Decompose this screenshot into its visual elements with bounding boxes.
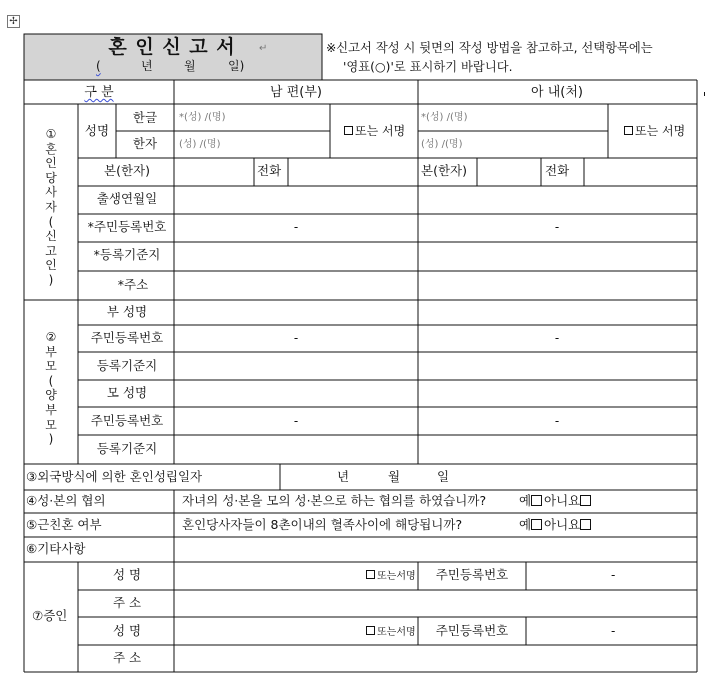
father-name-label: 부 성명 bbox=[106, 304, 148, 319]
husband-sign-option[interactable]: 또는 서명 bbox=[344, 125, 405, 137]
husband-hanja-name-field[interactable]: (성) /(명) bbox=[179, 139, 221, 150]
wife-sign-option[interactable]: 또는 서명 bbox=[624, 125, 685, 137]
foreign-marriage-year[interactable]: 년 bbox=[337, 469, 350, 484]
section4-label: ④성·본의 협의 bbox=[26, 493, 106, 508]
wife-reg-base-field[interactable] bbox=[419, 243, 696, 270]
form-title: 혼 인 신 고 서 bbox=[108, 36, 236, 58]
title-return-mark: ↵ bbox=[259, 43, 268, 54]
section6-label: ⑥기타사항 bbox=[26, 541, 86, 556]
instruction-note-line1: ※신고서 작성 시 뒷면의 작성 방법을 참고하고, 선택항목에는 bbox=[326, 41, 653, 55]
table-move-handle-icon[interactable]: ✢ bbox=[7, 15, 20, 28]
witness1-sign-option[interactable]: 또는서명 bbox=[366, 570, 416, 582]
witness2-address-field[interactable] bbox=[175, 646, 696, 671]
section4-yes-option[interactable]: 예 bbox=[519, 495, 544, 508]
father-base-label: 등록기준지 bbox=[96, 358, 158, 373]
name-label: 성명 bbox=[84, 123, 110, 138]
foreign-marriage-month[interactable]: 월 bbox=[388, 469, 401, 484]
mother-name-label: 모 성명 bbox=[106, 385, 148, 400]
wife-birth-field[interactable] bbox=[419, 187, 696, 213]
father-rrn-husband-field[interactable]: - bbox=[293, 331, 299, 345]
bon-label: 본(한자) bbox=[104, 163, 150, 178]
husband-reg-base-field[interactable] bbox=[175, 243, 417, 270]
wife-bon-field[interactable] bbox=[478, 159, 540, 185]
husband-rrn-field[interactable]: - bbox=[293, 220, 299, 234]
wife-phone-field[interactable] bbox=[585, 159, 696, 185]
witness2-name-label: 성 명 bbox=[112, 623, 142, 638]
witness2-rrn-field[interactable]: - bbox=[611, 624, 616, 638]
witness2-address-label: 주 소 bbox=[112, 650, 142, 665]
hangul-label: 한글 bbox=[132, 110, 158, 125]
wife-header: 아 내(처) bbox=[531, 85, 583, 100]
wife-hangul-name-field[interactable]: *(성) /(명) bbox=[421, 112, 468, 123]
husband-hangul-name-field[interactable]: *(성) /(명) bbox=[179, 112, 226, 123]
husband-phone-label: 전화 bbox=[257, 163, 282, 178]
father-rrn-label: 주민등록번호 bbox=[90, 330, 164, 345]
wife-address-field[interactable] bbox=[419, 272, 696, 299]
mother-base-label: 등록기준지 bbox=[96, 441, 158, 456]
address-label: *주소 bbox=[117, 277, 149, 292]
section4-question: 자녀의 성·본을 모의 성·본으로 하는 협의를 하였습니까? bbox=[182, 493, 487, 508]
mother-rrn-wife-field[interactable]: - bbox=[554, 414, 560, 428]
witness1-address-label: 주 소 bbox=[112, 595, 142, 610]
wife-rrn-field[interactable]: - bbox=[554, 220, 560, 234]
hanja-label: 한자 bbox=[132, 136, 158, 151]
husband-phone-field[interactable] bbox=[289, 159, 417, 185]
husband-address-field[interactable] bbox=[175, 272, 417, 299]
witness1-rrn-field[interactable]: - bbox=[611, 568, 616, 582]
husband-birth-field[interactable] bbox=[175, 187, 417, 213]
foreign-marriage-day[interactable]: 일 bbox=[437, 469, 450, 484]
wife-hanja-name-field[interactable]: (성) /(명) bbox=[421, 139, 463, 150]
instruction-note-line2: '영표(○)'로 표시하기 바랍니다. bbox=[343, 60, 513, 74]
wife-phone-label: 전화 bbox=[545, 163, 570, 178]
section7-label: ⑦증인 bbox=[32, 608, 68, 623]
father-rrn-wife-field[interactable]: - bbox=[554, 331, 560, 345]
witness1-name-label: 성 명 bbox=[112, 567, 142, 582]
mother-rrn-husband-field[interactable]: - bbox=[293, 414, 299, 428]
section5-label: ⑤근친혼 여부 bbox=[26, 517, 102, 532]
witness2-sign-option[interactable]: 또는서명 bbox=[366, 626, 416, 638]
section5-no-option[interactable]: 아니요 bbox=[544, 519, 593, 532]
witness2-rrn-label: 주민등록번호 bbox=[435, 623, 509, 638]
reg-base-label: *등록기준지 bbox=[93, 247, 161, 262]
section1-label: ① 혼 인 당 사 자 ( 신 고 인 ) bbox=[45, 127, 57, 287]
husband-bon-field[interactable] bbox=[175, 159, 253, 185]
section5-question: 혼인당사자들이 8촌이내의 혈족사이에 해당됩니까? bbox=[182, 517, 463, 532]
mother-rrn-label: 주민등록번호 bbox=[90, 413, 164, 428]
section5-yes-option[interactable]: 예 bbox=[519, 519, 544, 532]
section4-no-option[interactable]: 아니요 bbox=[544, 495, 593, 508]
rrn-label: *주민등록번호 bbox=[87, 219, 167, 234]
other-matters-field[interactable] bbox=[175, 538, 696, 561]
husband-header: 남 편(부) bbox=[270, 85, 322, 100]
witness1-address-field[interactable] bbox=[175, 591, 696, 616]
wife-bon-label: 본(한자) bbox=[421, 163, 467, 178]
category-header: 구 분 bbox=[84, 85, 114, 100]
birth-label: 출생연월일 bbox=[96, 191, 158, 206]
witness1-rrn-label: 주민등록번호 bbox=[435, 567, 509, 582]
section2-label: ② 부 모 ( 양 부 모 ) bbox=[45, 330, 57, 447]
section3-label: ③외국방식에 의한 혼인성립일자 bbox=[26, 469, 203, 484]
